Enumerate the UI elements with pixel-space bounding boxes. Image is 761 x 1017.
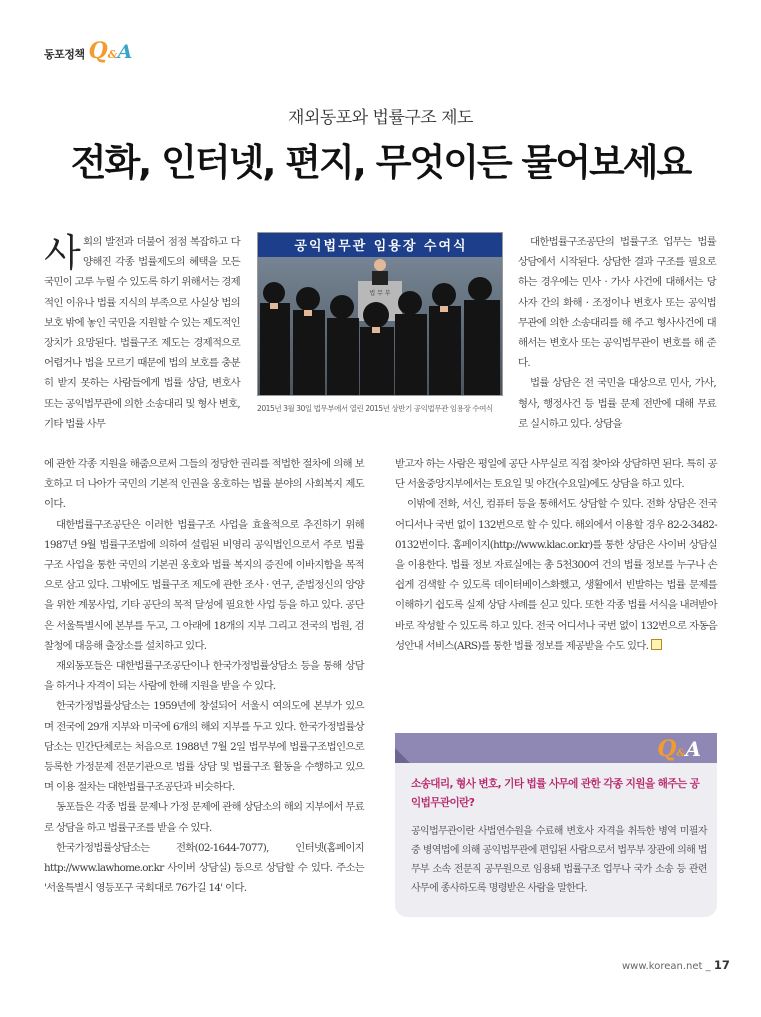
right-column-top — [518, 232, 716, 434]
footer-url: www.korean.net — [622, 961, 703, 972]
qa-box — [395, 733, 717, 917]
remote-consultation-paragraph: 이밖에 전화, 서신, 컴퓨터 등을 통해서도 상담할 수 있다. 전화 상담은 전국 어디서나 국번 없이 132번으로 할 수 있다. 해외에서 이용할 경우 82-2-3482-0132번이다. 홈페이지(http://www.klac.or.kr)를 통한 상담은 사이버 상담실을 이용한다. 법률 정보 자료실에는 총 5천300여 건의 법률 정보를 누구나 손쉽게 검색할 수 있도록 데이터베이스화했고, 생활에서 빈발하는 법률 문제를 이해하기 쉽도록 실제 상담 사례를 싣고 있다. 또한 각종 법률 서식을 내려받아 바로 작성할 수 있도록 하고 있다. 전국 어디서나 국번 없이 132번으로 자동음성안내 서비스(ARS)를 통한 법률 정보를 제공받을 수도 있다. — [395, 498, 717, 652]
ceremony-photo-graphic — [258, 233, 503, 396]
article-subtitle: 재외동포와 법률구조 제도 — [288, 108, 473, 128]
overseas-branch-paragraph: 동포들은 각종 법률 문제나 가정 문제에 관해 상담소의 해외 지부에서 무료로 상담을 하고 법률구조를 받을 수 있다. — [44, 801, 364, 834]
footer-separator: _ — [702, 961, 714, 972]
right-column — [395, 454, 717, 656]
article-headline: 전화, 인터넷, 편지, 무엇이든 물어보세요 — [70, 141, 691, 184]
qa-header-fold — [395, 748, 410, 763]
qa-logo: Q&A — [88, 38, 133, 64]
consultation-paragraph-start: 법률 상담은 전 국민을 대상으로 민사, 가사, 형사, 행정사건 등 법률 문제 전반에 대해 무료로 실시하고 있다. 상담을 — [518, 377, 716, 430]
ceremony-photo — [257, 232, 503, 396]
section-tag — [44, 38, 132, 64]
qa-answer: 공익법무관이란 사법연수원을 수료해 변호사 자격을 취득한 병역 미필자 중 병역법에 의해 공익법무관에 편입된 사람으로서 법무부 장관에 의해 법무부 소속 전문직 공무원으로 임용돼 법률구조 업무나 국가 소송 등 관련 사무에 종사하도록 명령받은 사람을 말한다. — [411, 826, 707, 894]
photo-banner-text: 공익법무관 임용장 수여식 — [294, 239, 468, 254]
photo-caption: 2015년 3월 30일 법무부에서 열린 2015년 상반기 공익법무관 임용장 수여식 — [257, 404, 493, 413]
intro-paragraph-end: 에 관한 각종 지원을 해줌으로써 그들의 정당한 권리를 적법한 절차에 의해 보호하고 더 나아가 국민의 기본적 인권을 옹호하는 법률 분야의 사회복지 제도이다. — [44, 458, 364, 511]
qa-question: 소송대리, 형사 변호, 기타 법률 사무에 관한 각종 지원을 해주는 공익법무관이란? — [411, 778, 700, 809]
drop-cap: 사 — [44, 231, 81, 275]
podium-text: 법 무 부 — [369, 290, 391, 297]
contact-paragraph: 한국가정법률상담소는 전화(02-1644-7077), 인터넷(홈페이지 http://www.lawhome.or.kr 사이버 상담실) 등으로 상담할 수 있다. 주소는 '서울특별시 영등포구 국회대로 76가길 14' 이다. — [44, 841, 364, 895]
left-column — [44, 454, 364, 898]
legal-aid-paragraph: 대한법률구조공단의 법률구조 업무는 법률 상담에서 시작된다. 상담한 결과 구조를 필요로 하는 경우에는 민사 · 가사 사건에 대해서는 당사자 간의 화해 · 조정이나 변호사 또는 공익법무관에 의한 소송대리를 해 주고 형사사건에 대해서는 변호사 또는 공익법무관이 변호를 해 준다. — [518, 236, 716, 370]
page-footer — [622, 958, 730, 972]
end-mark-icon — [651, 639, 662, 650]
qa-box-logo: Q&A — [657, 736, 701, 762]
klac-paragraph: 대한법률구조공단은 이러한 법률구조 사업을 효율적으로 추진하기 위해 1987년 9월 법률구조법에 의하여 설립된 비영리 공익법인으로서 주로 법률구조 사업을 통한 국민의 기본권 옹호와 법률 복지의 증진에 이바지함을 목적으로 삼고 있다. 그밖에도 법률구조 제도에 관한 조사 · 연구, 준법정신의 앙양을 위한 계몽사업, 기타 공단의 목적 달성에 필요한 사업 등을 하고 있다. 공단은 서울특별시에 본부를 두고, 그 아래에 18개의 지부 그리고 전국의 법원, 검찰청에 대응해 출장소를 설치하고 있다. — [44, 518, 364, 652]
page-number: 17 — [713, 958, 730, 972]
overseas-paragraph: 재외동포들은 대한법률구조공단이나 한국가정법률상담소 등을 통해 상담을 하거나 자격이 되는 사람에 한해 지원을 받을 수 있다. — [44, 660, 364, 693]
consultation-paragraph-end: 받고자 하는 사람은 평일에 공단 사무실로 직접 찾아와 상담하면 된다. 특히 공단 서울중앙지부에서는 토요일 및 야간(수요일)에도 상담을 하고 있다. — [395, 458, 717, 491]
family-law-center-paragraph: 한국가정법률상담소는 1959년에 창설되어 서울시 여의도에 본부가 있으며 전국에 29개 지부와 미국에 6개의 해외 지부를 두고 있다. 한국가정법률상담소는 민간단체로는 처음으로 1988년 7월 2일 법무부에 법률구조법인으로 등록한 가정문제 전문기관으로 법률 상담 및 법률구조 활동을 수행하고 있으며 이용 절차는 대한법률구조공단과 비슷하다. — [44, 700, 364, 794]
intro-paragraph-start: 회의 발전과 더불어 점점 복잡하고 다양해진 각종 법률제도의 혜택을 모든 국민이 고루 누릴 수 있도록 하기 위해서는 경제적인 이유나 법률 지식의 부족으로 사실상 법의 보호 밖에 놓인 국민을 지원할 수 있는 제도적인 장치가 요망된다. 법률구조 제도는 경제적으로 어렵거나 법을 모르기 때문에 법의 보호를 충분히 받지 못하는 사람들에게 법률 상담, 변호사 또는 공익법무관에 의한 소송대리 및 형사 변호, 기타 법률 사무 — [44, 236, 240, 430]
left-column-top — [44, 232, 240, 434]
section-label: 동포정책 — [44, 48, 85, 61]
qa-box-header — [395, 733, 717, 763]
